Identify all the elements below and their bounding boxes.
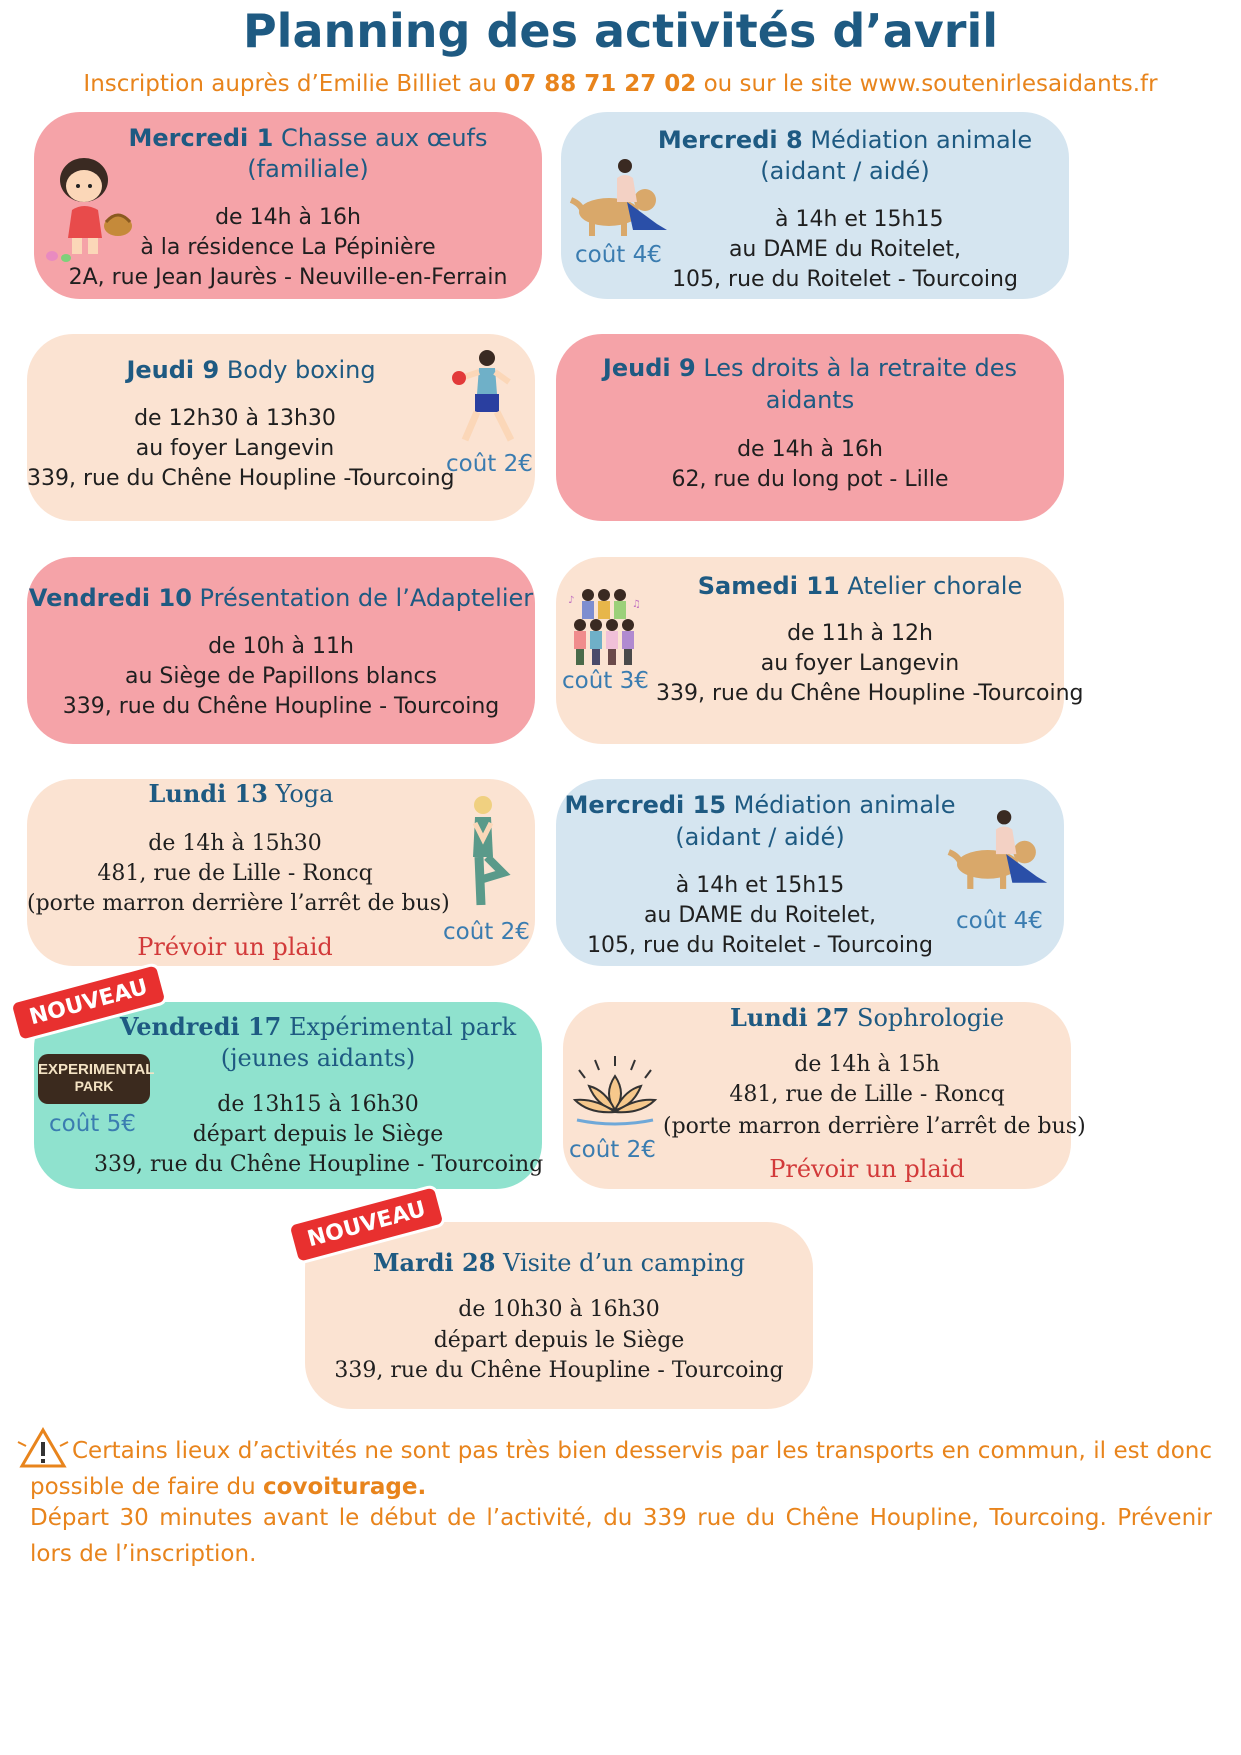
child-easter-egg-icon bbox=[42, 152, 142, 262]
activity-address: 339, rue du Chêne Houpline -Tourcoing bbox=[27, 466, 455, 491]
activity-day: Mercredi 8 bbox=[657, 126, 803, 154]
activity-time: de 13h15 à 16h30 bbox=[217, 1092, 419, 1117]
activity-card-mardi-28 bbox=[305, 1222, 813, 1409]
phone-number[interactable]: 07 88 71 27 02 bbox=[504, 71, 697, 97]
boxer-icon bbox=[451, 348, 531, 444]
logo-text: EXPERIMENTAL bbox=[38, 1061, 155, 1078]
activity-time: de 10h à 11h bbox=[208, 634, 354, 659]
activity-day: Vendredi 17 bbox=[119, 1012, 282, 1041]
activity-cost: coût 4€ bbox=[575, 242, 662, 268]
activity-address: 481, rue de Lille - Roncq bbox=[97, 861, 373, 886]
activity-subtitle: (jeunes aidants) bbox=[220, 1044, 416, 1072]
activity-day: Mercredi 1 bbox=[128, 124, 274, 152]
activity-card-samedi-11 bbox=[556, 557, 1084, 744]
activity-cost: coût 2€ bbox=[443, 919, 530, 945]
activity-card-lundi-13 bbox=[27, 779, 535, 966]
activity-day: Mardi 28 bbox=[372, 1248, 496, 1277]
activity-card-vendredi-10 bbox=[27, 557, 535, 744]
svg-text:♪: ♪ bbox=[568, 595, 575, 606]
woman-dog-icon bbox=[944, 807, 1054, 891]
activity-address: 339, rue du Chêne Houpline - Tourcoing bbox=[94, 1152, 544, 1177]
activity-day: Jeudi 9 bbox=[126, 356, 220, 384]
activity-place: au foyer Langevin bbox=[135, 436, 335, 461]
activity-time: de 11h à 12h bbox=[787, 621, 933, 646]
activity-place: départ depuis le Siège bbox=[433, 1328, 685, 1353]
activity-address: 105, rue du Roitelet - Tourcoing bbox=[672, 267, 1018, 292]
activity-place: au DAME du Roitelet, bbox=[728, 237, 962, 262]
activity-name: Body boxing bbox=[226, 356, 376, 384]
carpooling-keyword: covoiturage. bbox=[263, 1474, 427, 1500]
registration-website[interactable]: ou sur le site www.soutenirlesaidants.fr bbox=[703, 71, 1158, 97]
activity-cost: coût 4€ bbox=[956, 908, 1043, 934]
activity-cost: coût 2€ bbox=[446, 451, 533, 477]
activity-subtitle: (aidant / aidé) bbox=[675, 823, 845, 851]
lotus-icon bbox=[569, 1052, 661, 1128]
activity-place: à la résidence La Pépinière bbox=[140, 235, 436, 260]
page-title: Planning des activités d’avril bbox=[242, 4, 999, 58]
activity-place: départ depuis le Siège bbox=[192, 1122, 444, 1147]
activity-address: 339, rue du Chêne Houpline - Tourcoing bbox=[334, 1358, 784, 1383]
activity-card-jeudi-9-retraite bbox=[556, 334, 1064, 521]
activity-name: Yoga bbox=[275, 780, 334, 808]
activity-day: Mercredi 15 bbox=[564, 791, 727, 819]
activity-card-lundi-27 bbox=[563, 1002, 1086, 1189]
activity-time: à 14h et 15h15 bbox=[775, 207, 944, 232]
activity-address: 339, rue du Chêne Houpline -Tourcoing bbox=[656, 681, 1084, 706]
activity-time: de 14h à 16h bbox=[737, 437, 883, 462]
activity-plaid-note: Prévoir un plaid bbox=[137, 933, 333, 961]
activity-place: au DAME du Roitelet, bbox=[643, 903, 877, 928]
registration-text: Inscription auprès d’Emilie Billiet au bbox=[83, 71, 497, 97]
activity-address: 339, rue du Chêne Houpline - Tourcoing bbox=[62, 694, 500, 719]
new-badge: NOUVEAU bbox=[290, 1187, 444, 1261]
registration-info bbox=[0, 71, 1241, 97]
activity-address: 481, rue de Lille - Roncq bbox=[729, 1082, 1005, 1107]
activity-day: Samedi 11 bbox=[697, 572, 840, 600]
carpooling-text: Certains lieux d’activités ne sont pas très bien desservis par les transports en commun, il est donc possible de faire du bbox=[30, 1438, 1212, 1500]
yoga-woman-icon bbox=[453, 793, 513, 909]
activity-cost: coût 3€ bbox=[562, 668, 649, 694]
activity-time: à 14h et 15h15 bbox=[675, 873, 845, 898]
activity-time: de 14h à 15h bbox=[794, 1052, 940, 1077]
activity-name: Médiation animale bbox=[733, 791, 956, 819]
activity-address: 2A, rue Jean Jaurès - Neuville-en-Ferrain bbox=[68, 265, 508, 290]
activity-name: Les droits à la retraite des bbox=[703, 354, 1018, 382]
logo-text-2: PARK bbox=[74, 1078, 114, 1094]
activity-card-mercredi-1 bbox=[34, 112, 542, 299]
activity-address: 105, rue du Roitelet - Tourcoing bbox=[587, 933, 933, 958]
activity-address: 62, rue du long pot - Lille bbox=[671, 467, 949, 492]
activity-place: au Siège de Papillons blancs bbox=[125, 664, 437, 689]
activity-access-note: (porte marron derrière l’arrêt de bus) bbox=[663, 1114, 1086, 1139]
activity-card-mercredi-8 bbox=[561, 112, 1069, 299]
activity-day: Vendredi 10 bbox=[28, 584, 192, 612]
activity-card-vendredi-17 bbox=[34, 1002, 542, 1189]
activity-time: de 12h30 à 13h30 bbox=[134, 406, 336, 431]
activity-name: Médiation animale bbox=[810, 126, 1033, 154]
new-badge: NOUVEAU bbox=[12, 965, 166, 1039]
activity-subtitle: (aidant / aidé) bbox=[760, 157, 930, 185]
activity-time: de 10h30 à 16h30 bbox=[458, 1297, 660, 1322]
choir-icon bbox=[566, 583, 642, 667]
activity-cost: coût 5€ bbox=[49, 1111, 136, 1137]
activity-day: Lundi 27 bbox=[729, 1003, 850, 1032]
activity-name: Atelier chorale bbox=[847, 572, 1023, 600]
activity-time: de 14h à 15h30 bbox=[148, 831, 322, 856]
activity-name: Expérimental park bbox=[288, 1013, 517, 1041]
activity-day: Jeudi 9 bbox=[602, 354, 696, 382]
woman-dog-icon bbox=[567, 156, 673, 238]
activity-name: Sophrologie bbox=[857, 1004, 1005, 1032]
activity-cost: coût 2€ bbox=[569, 1137, 656, 1163]
activity-day: Lundi 13 bbox=[148, 779, 268, 808]
activity-subtitle: aidants bbox=[765, 386, 855, 414]
svg-text:♫: ♫ bbox=[632, 599, 641, 610]
activity-plaid-note: Prévoir un plaid bbox=[769, 1155, 965, 1183]
activity-card-jeudi-9-boxing bbox=[27, 334, 535, 521]
activity-card-mercredi-15 bbox=[556, 779, 1064, 966]
activity-access-note: (porte marron derrière l’arrêt de bus) bbox=[27, 891, 450, 916]
activity-time: de 14h à 16h bbox=[215, 205, 361, 230]
activity-place: au foyer Langevin bbox=[760, 651, 960, 676]
activity-name: Visite d’un camping bbox=[503, 1249, 746, 1277]
experimental-park-logo bbox=[38, 1054, 155, 1104]
activity-name: Chasse aux œufs bbox=[280, 124, 488, 152]
activity-subtitle: (familiale) bbox=[247, 155, 369, 183]
carpooling-note bbox=[30, 1433, 1212, 1505]
departure-note: Départ 30 minutes avant le début de l’activité, du 339 rue du Chêne Houpline, Tourcoing. Prévenir lors de l’inscription. bbox=[30, 1505, 1212, 1567]
activity-name: Présentation de l’Adaptelier bbox=[199, 584, 534, 612]
